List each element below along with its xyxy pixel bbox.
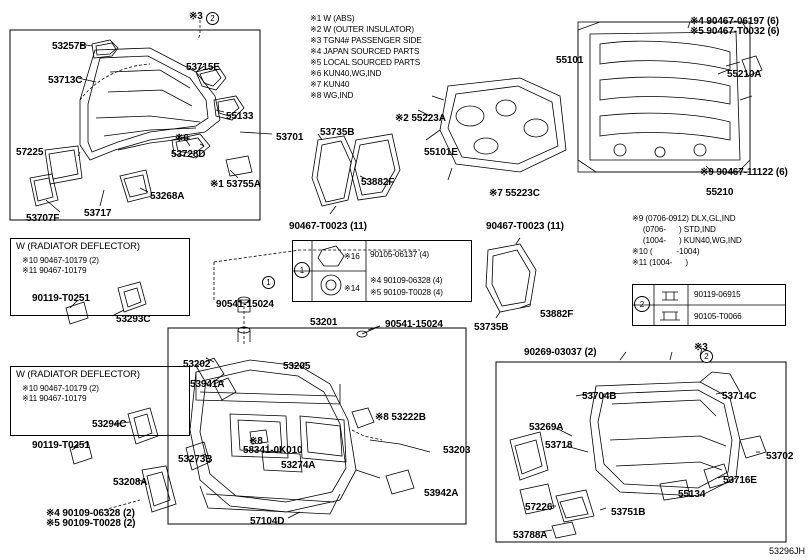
part-label-755223C: ※7 55223C bbox=[489, 188, 540, 199]
note-right-3: ※10 ( -1004) bbox=[632, 247, 700, 256]
part-label-8: ※8 bbox=[249, 436, 263, 447]
legend-line-1: ※2 W (OUTER INSULATOR) bbox=[310, 25, 414, 34]
callout-marker-1: 1 bbox=[294, 262, 310, 278]
legend-line-5: ※6 KUN40,WG,IND bbox=[310, 69, 382, 78]
part-label-3: ※3 bbox=[189, 11, 203, 22]
panel-radiator-deflector-bottom-title: W (RADIATOR DEFLECTOR) bbox=[16, 369, 140, 380]
deflector-bottom-line-1: ※10 90467-10179 (2) bbox=[22, 384, 99, 393]
part-label-583410K010: 58341-0K010 bbox=[243, 445, 303, 456]
part-label-53882F: 53882F bbox=[540, 309, 574, 320]
part-label-53716E: 53716E bbox=[723, 475, 757, 486]
part-label-9054115024: 90541-15024 bbox=[216, 299, 274, 310]
part-label-53203: 53203 bbox=[443, 445, 471, 456]
part-label-53273B: 53273B bbox=[178, 454, 213, 465]
part-label-53201: 53201 bbox=[310, 317, 338, 328]
part-label-53269A: 53269A bbox=[529, 422, 564, 433]
part-label-53701: 53701 bbox=[276, 132, 304, 143]
callout1-row4: ※5 90109-T0028 (4) bbox=[370, 288, 443, 297]
part-label-53788A: 53788A bbox=[513, 530, 548, 541]
callout2-row0: 90119-06915 bbox=[694, 290, 741, 299]
part-label-90119T0251: 90119-T0251 bbox=[32, 293, 90, 304]
part-label-53202: 53202 bbox=[183, 359, 211, 370]
callout2-row1: 90105-T0066 bbox=[694, 312, 742, 321]
part-label-55210: 55210 bbox=[706, 187, 734, 198]
part-label-255223A: ※2 55223A bbox=[395, 113, 446, 124]
callout1-row2: 90105-06137 (4) bbox=[370, 250, 430, 259]
diagram-code: 53296JH bbox=[768, 546, 805, 556]
part-label-53735B: 53735B bbox=[320, 127, 355, 138]
part-label-53882F: 53882F bbox=[361, 177, 395, 188]
part-label-57226: 57226 bbox=[525, 502, 553, 513]
callout1-row3: ※4 90109-06328 (4) bbox=[370, 276, 443, 285]
part-label-53735B: 53735B bbox=[474, 322, 509, 333]
legend-line-7: ※8 WG,IND bbox=[310, 91, 354, 100]
part-label-55133: 55133 bbox=[226, 111, 254, 122]
note-right-4: ※11 (1004- ) bbox=[632, 258, 688, 267]
part-label-53257B: 53257B bbox=[52, 41, 87, 52]
part-label-53205: 53205 bbox=[283, 361, 311, 372]
panel-radiator-deflector-top-title: W (RADIATOR DEFLECTOR) bbox=[16, 241, 140, 252]
note-right-2: (1004- ) KUN40,WG,IND bbox=[632, 236, 742, 245]
part-label-3: ※3 bbox=[694, 342, 708, 353]
part-label-853222B: ※8 53222B bbox=[375, 412, 426, 423]
callout1-row1: ※14 bbox=[344, 284, 360, 293]
callout-marker-2: 2 bbox=[634, 296, 650, 312]
marker-1-center: 1 bbox=[262, 276, 275, 289]
legend-line-4: ※5 LOCAL SOURCED PARTS bbox=[310, 58, 421, 67]
part-label-153755A: ※1 53755A bbox=[210, 179, 261, 190]
legend-line-3: ※4 JAPAN SOURCED PARTS bbox=[310, 47, 420, 56]
part-label-590467T00326: ※5 90467-T0032 (6) bbox=[690, 26, 780, 37]
part-label-490467061976: ※4 90467-06197 (6) bbox=[690, 16, 779, 27]
part-label-53941A: 53941A bbox=[190, 379, 225, 390]
part-label-90269030372: 90269-03037 (2) bbox=[524, 347, 597, 358]
part-label-53718: 53718 bbox=[545, 440, 573, 451]
deflector-top-line-2: ※11 90467-10179 bbox=[22, 266, 87, 275]
part-label-990467111226: ※9 90467-11122 (6) bbox=[700, 167, 788, 178]
part-label-55101: 55101 bbox=[556, 55, 584, 66]
part-label-53715E: 53715E bbox=[186, 62, 220, 73]
part-label-53208A: 53208A bbox=[113, 477, 148, 488]
legend-line-2: ※3 TGN4# PASSENGER SIDE bbox=[310, 36, 422, 45]
note-right-0: ※9 (0706-0912) DLX,GL,IND bbox=[632, 214, 736, 223]
part-label-55101E: 55101E bbox=[424, 147, 458, 158]
marker-2-lower-right: 2 bbox=[700, 350, 713, 363]
part-label-55134: 55134 bbox=[678, 489, 706, 500]
part-label-57104D: 57104D bbox=[250, 516, 285, 527]
part-label-53717: 53717 bbox=[84, 208, 112, 219]
legend-line-6: ※7 KUN40 bbox=[310, 80, 350, 89]
callout1-row0: ※16 bbox=[344, 252, 360, 261]
part-label-6: ※6 bbox=[175, 133, 189, 144]
part-label-53274A: 53274A bbox=[281, 460, 316, 471]
part-label-9054115024: 90541-15024 bbox=[385, 319, 443, 330]
part-label-53293C: 53293C bbox=[116, 314, 151, 325]
part-label-53942A: 53942A bbox=[424, 488, 459, 499]
part-label-90467T002311: 90467-T0023 (11) bbox=[289, 221, 367, 232]
legend-line-0: ※1 W (ABS) bbox=[310, 14, 355, 23]
part-label-57225: 57225 bbox=[16, 147, 44, 158]
marker-2-top: 2 bbox=[206, 12, 219, 25]
part-label-490109063282: ※4 90109-06328 (2) bbox=[46, 508, 135, 519]
part-label-90467T002311: 90467-T0023 (11) bbox=[486, 221, 564, 232]
part-label-55210A: 55210A bbox=[727, 69, 762, 80]
part-label-53704B: 53704B bbox=[582, 391, 617, 402]
part-label-53268A: 53268A bbox=[150, 191, 185, 202]
part-label-53702: 53702 bbox=[766, 451, 794, 462]
part-label-90119T0251: 90119-T0251 bbox=[32, 440, 90, 451]
part-label-53751B: 53751B bbox=[611, 507, 646, 518]
deflector-bottom-line-2: ※11 90467-10179 bbox=[22, 394, 87, 403]
note-right-1: (0706- ) STD,IND bbox=[632, 225, 716, 234]
part-label-53728D: 53728D bbox=[171, 149, 206, 160]
part-label-53714C: 53714C bbox=[722, 391, 757, 402]
deflector-top-line-1: ※10 90467-10179 (2) bbox=[22, 256, 99, 265]
part-label-53294C: 53294C bbox=[92, 419, 127, 430]
part-label-590109T00282: ※5 90109-T0028 (2) bbox=[46, 518, 136, 529]
part-label-53707F: 53707F bbox=[26, 213, 60, 224]
part-label-53713C: 53713C bbox=[48, 75, 83, 86]
